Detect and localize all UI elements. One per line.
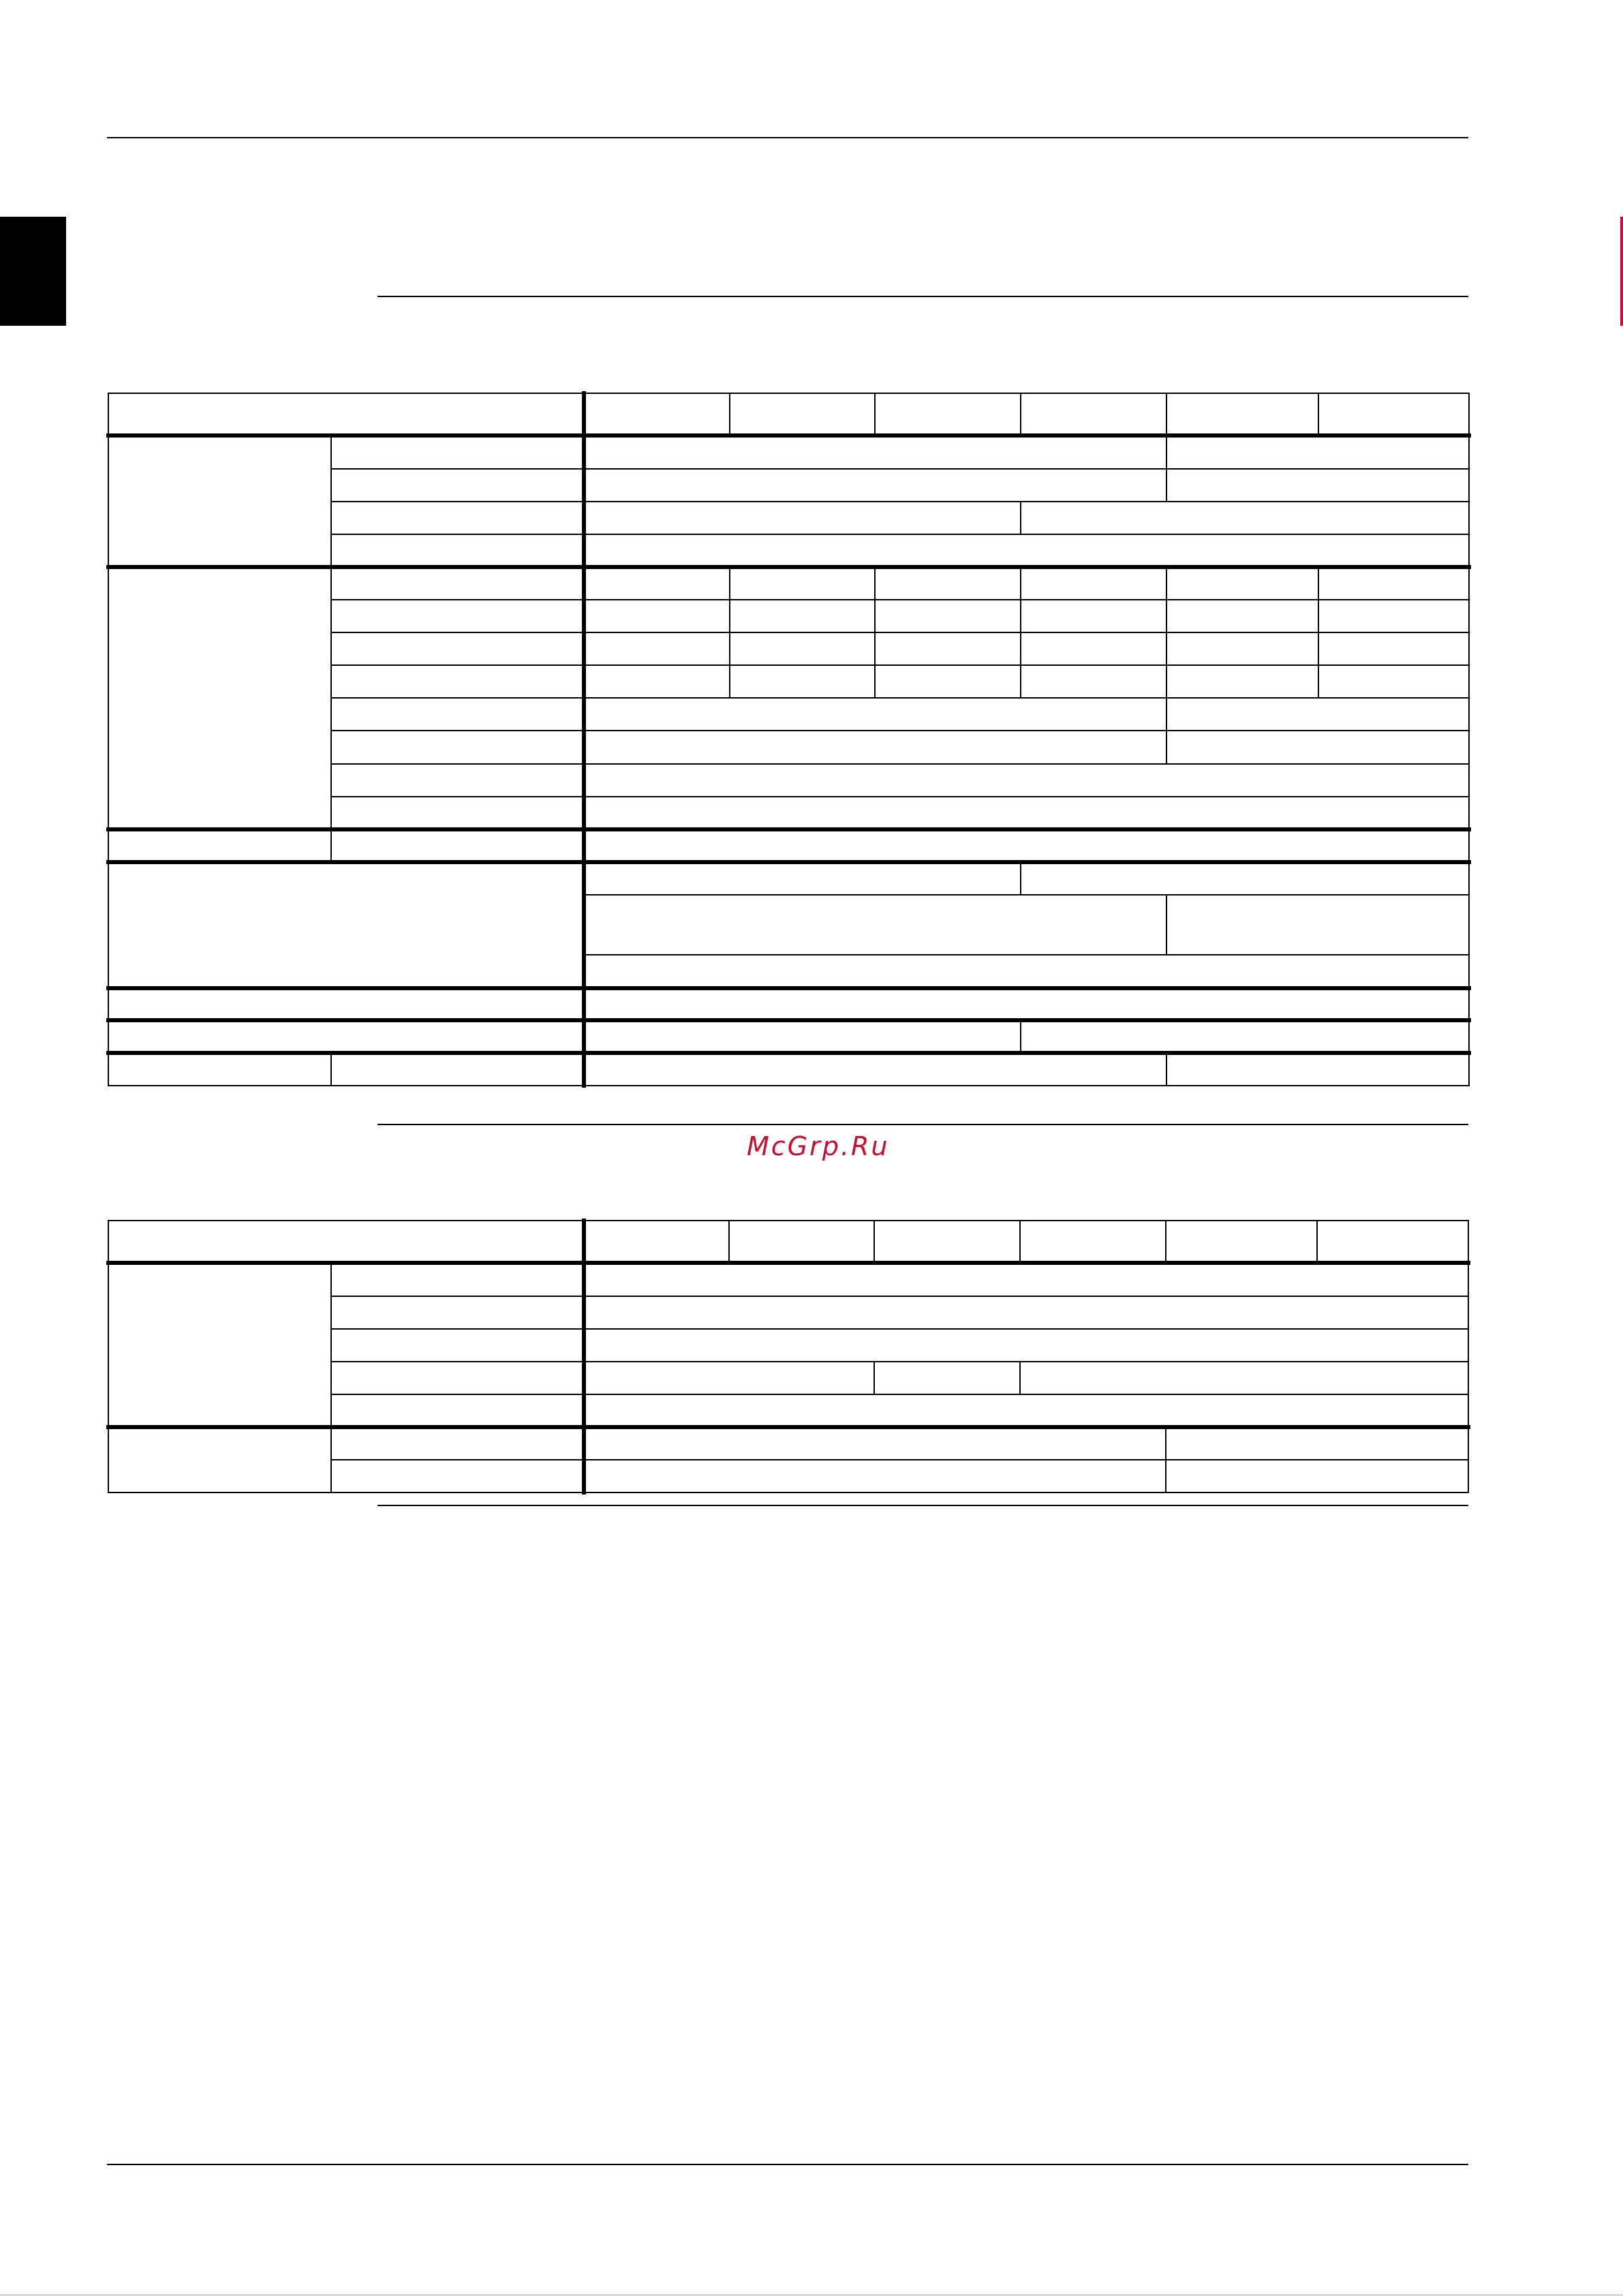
footer-rule <box>107 2164 1468 2165</box>
watermark-text: McGrp.Ru <box>747 1131 890 1161</box>
